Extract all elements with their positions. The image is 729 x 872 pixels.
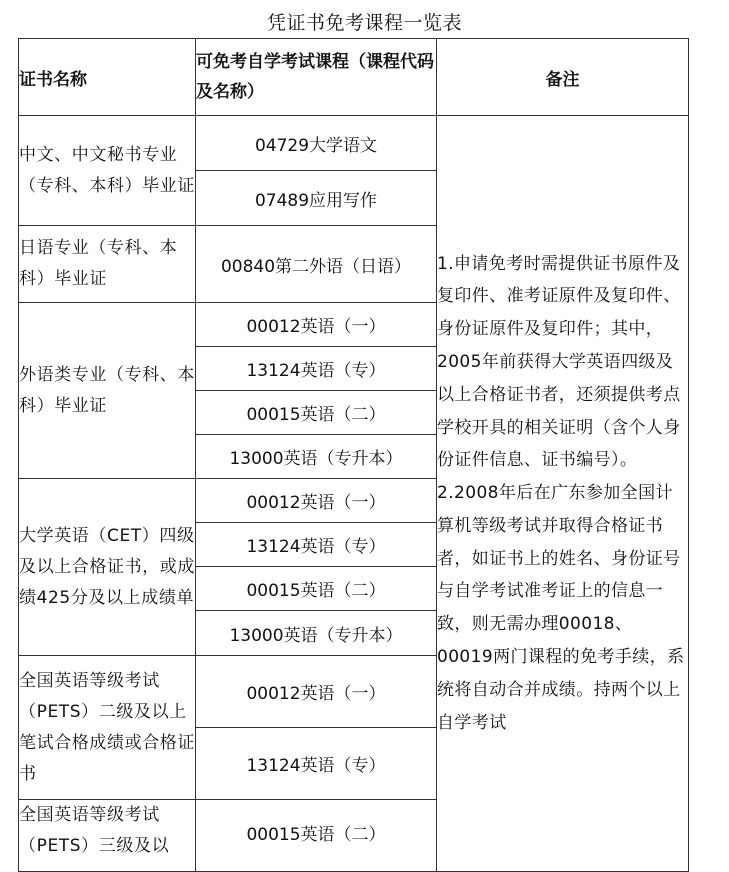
course-cell: 07489应用写作 <box>196 171 437 226</box>
remark-paragraph-2: 2.2008年后在广东参加全国计算机等级考试并取得合格证书者，如证书上的姓名、身份证号与自学考试准考证上的信息一致，则无需办理00018、00019两门课程的免考手续，系统将自动合并成绩。持两个以上自学考试 <box>437 483 685 733</box>
course-cell: 00840第二外语（日语） <box>196 226 437 303</box>
course-cell: 00015英语（二） <box>196 391 437 435</box>
header-note: 备注 <box>437 39 689 116</box>
course-cell: 13000英语（专升本） <box>196 611 437 656</box>
course-cell: 00015英语（二） <box>196 567 437 611</box>
cert-name: 大学英语（CET）四级及以上合格证书，或成绩425分及以上成绩单 <box>19 479 196 656</box>
page-title: 凭证书免考课程一览表 <box>266 12 462 34</box>
header-cert: 证书名称 <box>19 39 196 116</box>
cert-name: 外语类专业（专科、本科）毕业证 <box>19 303 196 479</box>
cert-name: 全国英语等级考试（PETS）二级及以上笔试合格成绩或合格证书 <box>19 656 196 800</box>
course-cell: 13124英语（专） <box>196 728 437 800</box>
header-row <box>19 39 689 116</box>
course-cell: 00012英语（一） <box>196 303 437 347</box>
course-cell: 04729大学语文 <box>196 116 437 171</box>
cert-name: 全国英语等级考试（PETS）三级及以 <box>19 800 196 872</box>
course-cell: 00015英语（二） <box>196 800 437 872</box>
cert-name: 日语专业（专科、本科）毕业证 <box>19 226 196 303</box>
course-cell: 13124英语（专） <box>196 523 437 567</box>
remark-paragraph-1: 1.申请免考时需提供证书原件及复印件、准考证原件及复印件、身份证原件及复印件；其中，2005年前获得大学英语四级及以上合格证书者，还须提供考点学校开具的相关证明（含个人身份证件信息、证书编号）。 <box>437 253 681 471</box>
course-cell: 00012英语（一） <box>196 479 437 523</box>
header-course: 可免考自学考试课程（课程代码及名称） <box>196 39 437 116</box>
exemption-table <box>18 38 689 872</box>
course-cell: 13000英语（专升本） <box>196 435 437 479</box>
table-row <box>19 116 689 171</box>
course-cell: 00012英语（一） <box>196 656 437 728</box>
course-cell: 13124英语（专） <box>196 347 437 391</box>
remarks-cell <box>437 116 689 872</box>
cert-name: 中文、中文秘书专业（专科、本科）毕业证 <box>19 116 196 226</box>
